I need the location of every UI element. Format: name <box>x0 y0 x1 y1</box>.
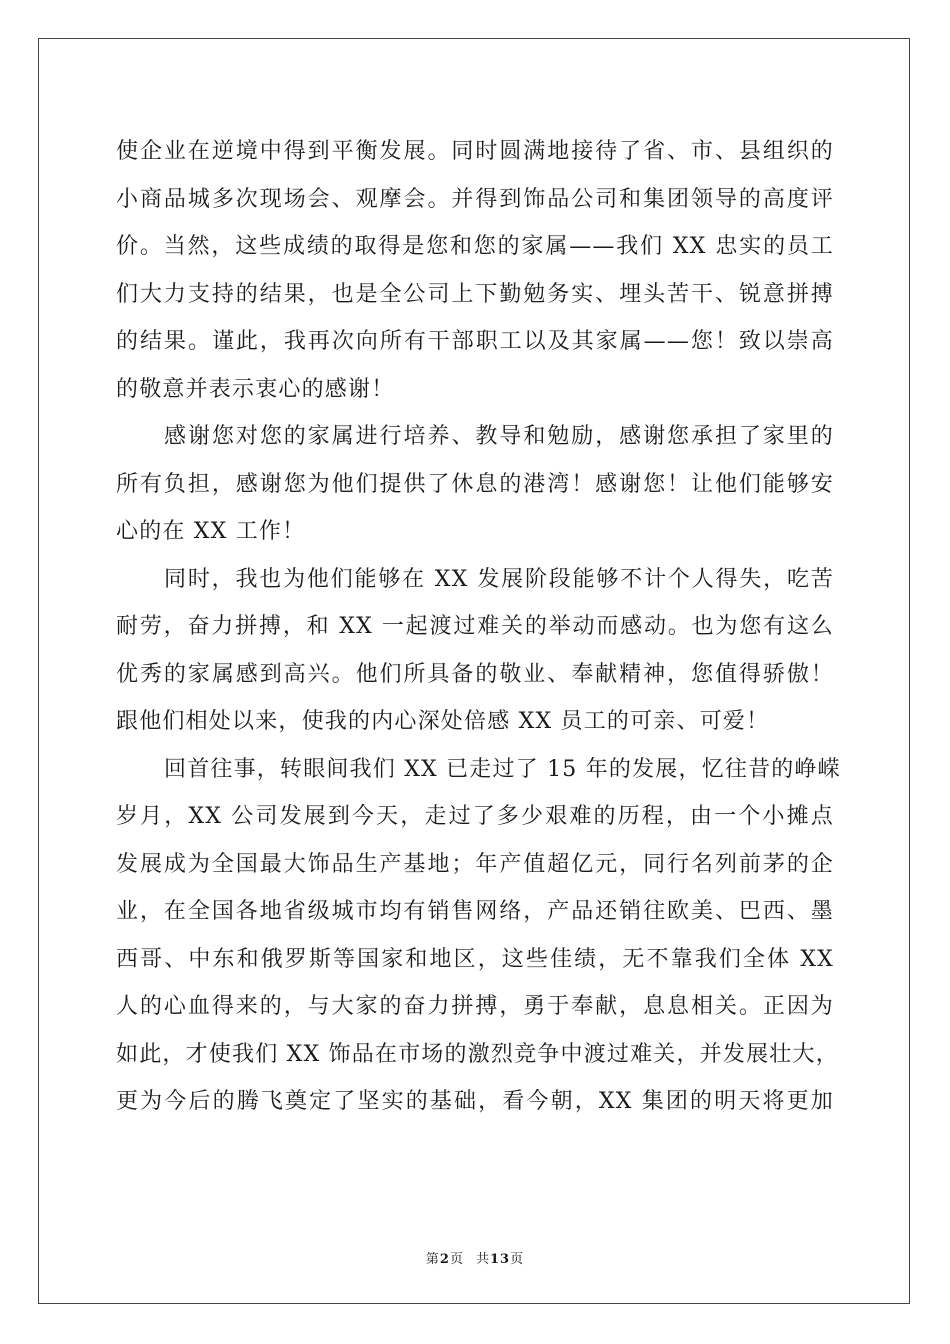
text-line: 们大力支持的结果，也是全公司上下勤勉务实、埋头苦干、锐意拼搏 <box>116 281 834 307</box>
page-total: 13 <box>489 1252 511 1267</box>
total-unit: 页 <box>510 1252 525 1267</box>
text-line: 价。当然，这些成绩的取得是您和您的家属——我们 XX 忠实的员工 <box>116 234 834 259</box>
text-line: 业，在全国各地省级城市均有销售网络，产品还销往欧美、巴西、墨 <box>116 899 834 924</box>
text-line: 跟他们相处以来，使我的内心深处倍感 XX 员工的可亲、可爱！ <box>116 709 770 734</box>
text-line: 的敬意并表示衷心的感谢！ <box>116 376 395 402</box>
paragraph-first-line: 感谢您对您的家属进行培养、教导和勉励，感谢您承担了家里的 <box>164 424 834 449</box>
text-line: 心的在 XX 工作！ <box>116 519 306 544</box>
text-line: 使企业在逆境中得到平衡发展。同时圆满地接待了省、市、县组织的 <box>116 139 834 164</box>
text-line: 如此，才使我们 XX 饰品在市场的激烈竞争中渡过难关，并发展壮大， <box>116 1041 839 1067</box>
page-prefix: 第 <box>425 1252 440 1267</box>
text-line: 西哥、中东和俄罗斯等国家和地区，这些佳绩，无不靠我们全体 XX <box>116 946 834 972</box>
text-line: 更为今后的腾飞奠定了坚实的基础，看今朝，XX 集团的明天将更加 <box>116 1089 834 1114</box>
text-line: 岁月，XX 公司发展到今天，走过了多少艰难的历程，由一个小摊点 <box>116 804 834 829</box>
page-current: 2 <box>439 1252 450 1267</box>
text-line: 耐劳，奋力拼搏，和 XX 一起渡过难关的举动而感动。也为您有这么 <box>116 614 834 639</box>
text-line: 小商品城多次现场会、观摩会。并得到饰品公司和集团领导的高度评 <box>116 186 834 212</box>
text-line: 的结果。谨此，我再次向所有干部职工以及其家属——您！致以崇高 <box>116 329 834 354</box>
page-unit: 页 <box>449 1252 464 1267</box>
total-prefix: 共 <box>475 1252 490 1267</box>
text-line: 人的心血得来的，与大家的奋力拼搏，勇于奉献，息息相关。正因为 <box>116 994 834 1019</box>
document-body <box>116 128 841 1126</box>
paragraph-first-line: 同时，我也为他们能够在 XX 发展阶段能够不计个人得失，吃苦 <box>164 566 834 592</box>
text-line: 发展成为全国最大饰品生产基地；年产值超亿元，同行名列前茅的企 <box>116 851 834 877</box>
text-line: 所有负担，感谢您为他们提供了休息的港湾！感谢您！让他们能够安 <box>116 471 834 497</box>
paragraph-first-line: 回首往事，转眼间我们 XX 已走过了 15 年的发展，忆往昔的峥嵘 <box>164 756 841 782</box>
page-footer <box>0 1248 950 1267</box>
text-line: 优秀的家属感到高兴。他们所具备的敬业、奉献精神，您值得骄傲！ <box>116 661 834 687</box>
